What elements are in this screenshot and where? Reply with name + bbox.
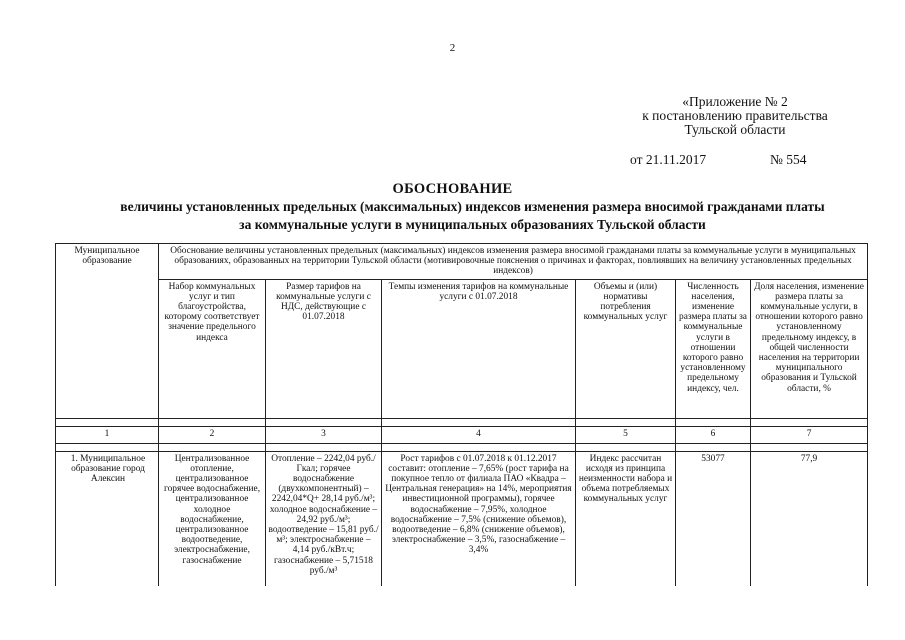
header-tariffs: Размер тарифов на коммунальные услуги с НДС, действующие с 01.07.2018: [266, 279, 382, 418]
cell-tariffs: Отопление – 2242,04 руб./Гкал; горячее водоснабжение (двухкомпонентный) – 2242,04*Q+ 28,14 руб./м³; холодное водоснабжение – 24,92 руб./м³; водоотведение – 15,81 руб./м³; электроснабжение – 4,14 руб./кВт.ч; газоснабжение – 5,71518 руб./м³: [266, 451, 382, 586]
document-subtitle: [40, 198, 905, 234]
justification-table: [55, 243, 868, 586]
cell-services: Централизованное отопление, централизованное горячее водоснабжение, централизованное холодное водоснабжение, централизованное водоотведение, электроснабжение, газоснабжение: [159, 451, 266, 586]
column-number: 2: [159, 426, 266, 443]
cell-share: 77,9: [751, 451, 868, 586]
column-number-row: [56, 426, 868, 443]
header-services: Набор коммунальных услуг и тип благоустройства, которому соответствует значение предельного индекса: [159, 279, 266, 418]
header-rates: Темпы изменения тарифов на коммунальные услуги с 01.07.2018: [382, 279, 576, 418]
page-number: 2: [449, 42, 456, 54]
header-justification-group: Обоснование величины установленных предельных (максимальных) индексов изменения размера вносимой гражданами платы за коммунальные услуги в муниципальных образованиях, образованных на территории Тульской области (мотивировочные пояснения о причинах и факторах, повлиявших на величину установленных предельных индексов): [159, 244, 868, 280]
table-header-row-1: [56, 244, 868, 280]
column-number: 7: [751, 426, 868, 443]
subtitle-line-1: величины установленных предельных (максимальных) индексов изменения размера вносимой гражданами платы: [120, 199, 825, 214]
table-row: [56, 451, 868, 586]
cell-population: 53077: [676, 451, 751, 586]
column-number: 4: [382, 426, 576, 443]
appendix-line-2: к постановлению правительства: [642, 108, 828, 123]
table-gap-row: [56, 418, 868, 426]
appendix-line-1: «Приложение № 2: [682, 94, 788, 109]
document-title: ОБОСНОВАНИЕ: [392, 181, 513, 197]
header-volumes: Объемы и (или) нормативы потребления коммунальных услуг: [576, 279, 676, 418]
order-date: от 21.11.2017: [630, 152, 707, 167]
cell-volumes: Индекс рассчитан исходя из принципа неизменности набора и объема потребляемых коммунальных услуг: [576, 451, 676, 586]
subtitle-line-2: за коммунальные услуги в муниципальных образованиях Тульской области: [239, 217, 706, 232]
column-number: 5: [576, 426, 676, 443]
cell-municipality: 1. Муниципальное образование город Алексин: [56, 451, 159, 586]
table-header-row-2: [56, 279, 868, 418]
header-population: Численность населения, изменение размера платы за коммунальные услуги в отношении которого равно установленному предельному индексу, чел.: [676, 279, 751, 418]
column-number: 6: [676, 426, 751, 443]
order-number: № 554: [770, 152, 807, 167]
column-number: 1: [56, 426, 159, 443]
header-municipality: Муниципальное образование: [56, 244, 159, 419]
header-share: Доля населения, изменение размера платы за коммунальные услуги, в отношении которого равно установленному предельному индексу, в общей численности населения на территории муниципального образования и Тульской области, %: [751, 279, 868, 418]
table-gap-row: [56, 443, 868, 451]
column-number: 3: [266, 426, 382, 443]
appendix-header: [600, 95, 870, 137]
cell-rates: Рост тарифов с 01.07.2018 к 01.12.2017 составит: отопление – 7,65% (рост тарифа на покупное тепло от филиала ПАО «Квадра – Центральная генерация» на 14%, мероприятия инвестиционной программы), горячее водоснабжение – 7,95%, холодное водоснабжение – 7,5% (снижение объемов), водоотведение – 6,8% (снижение объемов), электроснабжение – 3,5%, газоснабжение – 3,4%: [382, 451, 576, 586]
appendix-line-3: Тульской области: [684, 122, 786, 137]
